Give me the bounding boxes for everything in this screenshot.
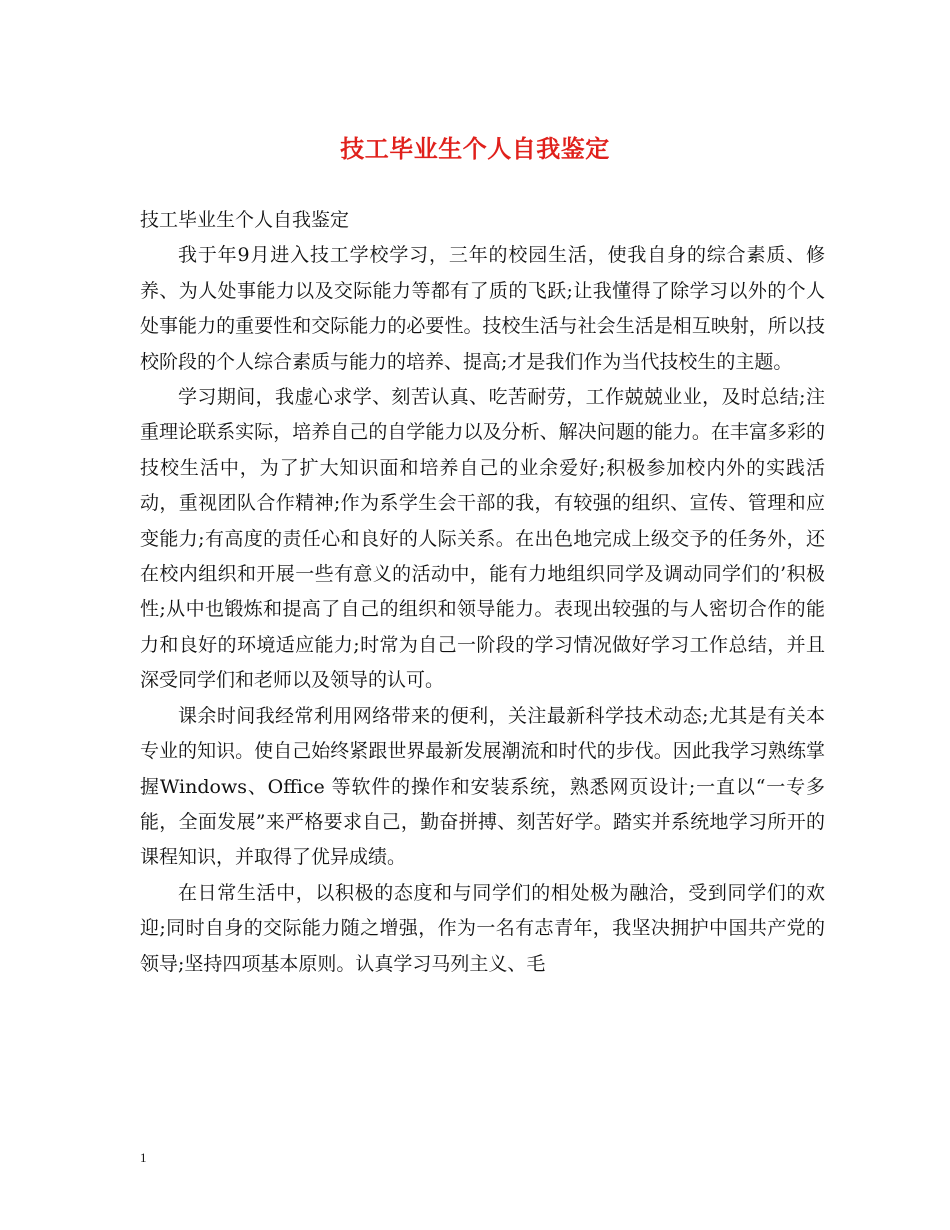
page-number: 1 bbox=[140, 1150, 147, 1165]
document-body bbox=[140, 203, 825, 982]
subtitle-line: 技工毕业生个人自我鉴定 bbox=[140, 209, 350, 231]
paragraph-1: 我于年9月进入技工学校学习，三年的校园生活，使我自身的综合素质、修养、为人处事能力以及交际能力等都有了质的飞跃;让我懂得了除学习以外的个人处事能力的重要性和交际能力的必要性。技校生活与社会生活是相互映射，所以技校阶段的个人综合素质与能力的培养、提高;才是我们作为当代技校生的主题。 bbox=[140, 244, 825, 373]
document-title: 技工毕业生个人自我鉴定 bbox=[340, 134, 610, 163]
paragraph-3: 课余时间我经常利用网络带来的便利，关注最新科学技术动态;尤其是有关本专业的知识。使自己始终紧跟世界最新发展潮流和时代的步伐。因此我学习熟练掌握Windows、Office 等软件的操作和安装系统，熟悉网页设计;一直以“一专多能，全面发展”来严格要求自己，勤奋拼搏、刻苦好学。踏实并系统地学习所开的课程知识，并取得了优异成绩。 bbox=[140, 704, 825, 869]
paragraph-4: 在日常生活中，以积极的态度和与同学们的相处极为融洽，受到同学们的欢迎;同时自身的交际能力随之增强，作为一名有志青年，我坚决拥护中国共产党的领导;坚持四项基本原则。认真学习马列主义、毛 bbox=[140, 881, 825, 975]
paragraph-2: 学习期间，我虚心求学、刻苦认真、吃苦耐劳，工作兢兢业业，及时总结;注重理论联系实际，培养自己的自学能力以及分析、解决问题的能力。在丰富多彩的技校生活中，为了扩大知识面和培养自己的业余爱好;积极参加校内外的实践活动，重视团队合作精神;作为系学生会干部的我，有较强的组织、宣传、管理和应变能力;有高度的责任心和良好的人际关系。在出色地完成上级交予的任务外，还在校内组织和开展一些有意义的活动中，能有力地组织同学及调动同学们的’积极性;从中也锻炼和提高了自己的组织和领导能力。表现出较强的与人密切合作的能力和良好的环境适应能力;时常为自己一阶段的学习情况做好学习工作总结，并且深受同学们和老师以及领导的认可。 bbox=[140, 386, 825, 692]
